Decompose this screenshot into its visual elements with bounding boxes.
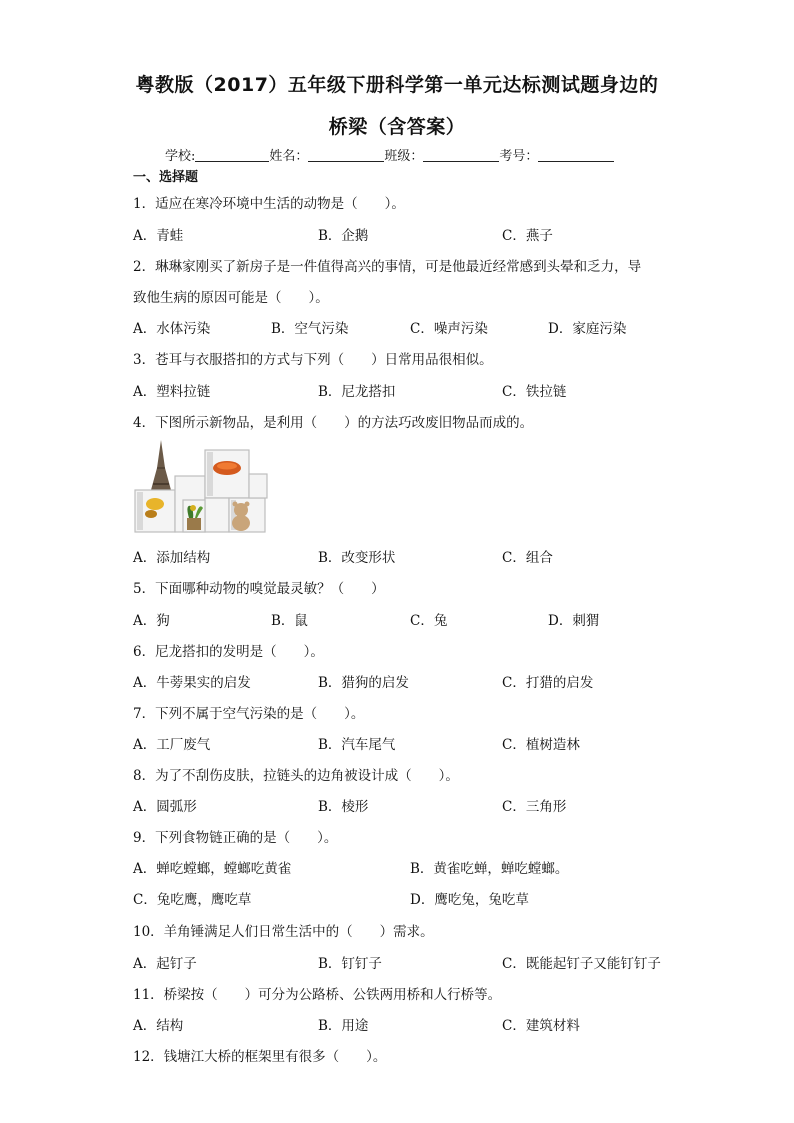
option-1a: A．青蛙 xyxy=(133,228,184,244)
student-info-row xyxy=(165,145,614,164)
school-blank xyxy=(195,147,269,162)
question-1: 1．适应在寒冷环境中生活的动物是（ ）。 xyxy=(133,196,405,212)
question-7: 7．下列不属于空气污染的是（ ）。 xyxy=(133,706,365,722)
question-8: 8．为了不刮伤皮肤，拉链头的边角被设计成（ ）。 xyxy=(133,768,459,784)
option-5a: A．狗 xyxy=(133,613,170,629)
question-2: 2．琳琳家刚买了新房子是一件值得高兴的事情，可是他最近经常感到头晕和乏力，导 xyxy=(133,259,642,275)
class-label: 班级： xyxy=(384,149,424,164)
option-11c: C．建筑材料 xyxy=(502,1018,580,1034)
question-2-cont: 致他生病的原因可能是（ ）。 xyxy=(133,290,329,306)
option-7b: B．汽车尾气 xyxy=(318,737,396,753)
name-label: 姓名： xyxy=(269,149,309,164)
number-label: 考号： xyxy=(499,149,539,164)
option-11b: B．用途 xyxy=(318,1018,369,1034)
class-blank xyxy=(423,147,499,162)
option-6c: C．打猎的启发 xyxy=(502,675,594,691)
page-title-line1: 粤教版（2017）五年级下册科学第一单元达标测试题身边的 xyxy=(135,74,659,96)
option-8a: A．圆弧形 xyxy=(133,799,197,815)
number-blank xyxy=(538,147,614,162)
shelf-image xyxy=(133,438,268,535)
option-2b: B．空气污染 xyxy=(271,321,349,337)
option-4b: B．改变形状 xyxy=(318,550,396,566)
question-6: 6．尼龙搭扣的发明是（ ）。 xyxy=(133,644,324,660)
option-8c: C．三角形 xyxy=(502,799,567,815)
option-5b: B．鼠 xyxy=(271,613,308,629)
option-9c: C．兔吃鹰，鹰吃草 xyxy=(133,892,252,908)
option-2c: C．噪声污染 xyxy=(410,321,488,337)
option-2a: A．水体污染 xyxy=(133,321,211,337)
option-7c: C．植树造林 xyxy=(502,737,580,753)
question-5: 5．下面哪种动物的嗅觉最灵敏？（ ） xyxy=(133,581,385,597)
option-8b: B．棱形 xyxy=(318,799,369,815)
option-2d: D．家庭污染 xyxy=(548,321,627,337)
question-11: 11．桥梁按（ ）可分为公路桥、公铁两用桥和人行桥等。 xyxy=(133,987,502,1003)
option-11a: A．结构 xyxy=(133,1018,184,1034)
option-5c: C．兔 xyxy=(410,613,448,629)
question-12: 12．钱塘江大桥的框架里有很多（ ）。 xyxy=(133,1049,387,1065)
question-3: 3．苍耳与衣服搭扣的方式与下列（ ）日常用品很相似。 xyxy=(133,352,493,368)
option-5d: D．刺猬 xyxy=(548,613,600,629)
option-4c: C．组合 xyxy=(502,550,553,566)
option-9a: A．蝉吃螳螂，螳螂吃黄雀 xyxy=(133,861,292,877)
section-heading: 一、选择题 xyxy=(133,170,199,185)
question-10: 10．羊角锤满足人们日常生活中的（ ）需求。 xyxy=(133,924,434,940)
option-1b: B．企鹅 xyxy=(318,228,369,244)
option-7a: A．工厂废气 xyxy=(133,737,211,753)
page-title-line2: 桥梁（含答案） xyxy=(328,116,466,138)
option-10b: B．钉钉子 xyxy=(318,956,382,972)
school-label: 学校: xyxy=(165,149,196,164)
option-1c: C．燕子 xyxy=(502,228,553,244)
option-9b: B．黄雀吃蝉，蝉吃螳螂。 xyxy=(410,861,569,877)
question-9: 9．下列食物链正确的是（ ）。 xyxy=(133,830,338,846)
option-10c: C．既能起钉子又能钉钉子 xyxy=(502,956,661,972)
option-9d: D．鹰吃兔，兔吃草 xyxy=(410,892,529,908)
option-10a: A．起钉子 xyxy=(133,956,197,972)
yellow-fruit xyxy=(146,498,164,510)
question-4: 4．下图所示新物品，是利用（ ）的方法巧改废旧物品而成的。 xyxy=(133,415,534,431)
option-6b: B．猎狗的启发 xyxy=(318,675,409,691)
option-6a: A．牛蒡果实的启发 xyxy=(133,675,251,691)
option-4a: A．添加结构 xyxy=(133,550,211,566)
option-3c: C．铁拉链 xyxy=(502,384,567,400)
option-3a: A．塑料拉链 xyxy=(133,384,211,400)
name-blank xyxy=(308,147,384,162)
option-3b: B．尼龙搭扣 xyxy=(318,384,396,400)
